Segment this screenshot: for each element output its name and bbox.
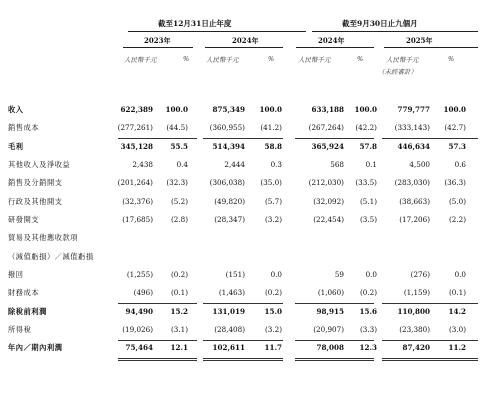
subtotal-rule — [118, 360, 197, 361]
row-label: 除稅前利潤 — [8, 306, 47, 316]
row-label: 收入 — [8, 105, 24, 114]
table-cell: (36.3) — [444, 178, 466, 188]
subtotal-rule — [118, 303, 197, 304]
table-cell: (5.2) — [170, 196, 188, 206]
table-cell: (333,143) — [394, 123, 430, 133]
table-cell: 100.0 — [165, 105, 188, 114]
subtotal-rule — [382, 303, 478, 304]
year-underline-2024b — [296, 47, 374, 48]
table-row — [0, 102, 483, 120]
table-row — [0, 157, 483, 175]
table-cell: 345,128 — [120, 141, 153, 151]
table-cell: (17,685) — [122, 215, 153, 225]
table-cell: 57.8 — [359, 141, 377, 151]
table-cell: (38,663) — [399, 196, 430, 206]
unit-rmb-1: 人民幣千元 — [124, 56, 157, 64]
table-cell: 2,444 — [224, 160, 245, 170]
table-cell: (212,030) — [308, 178, 344, 188]
table-cell: (42.2) — [355, 123, 377, 133]
table-cell: 131,019 — [212, 306, 245, 316]
table-cell: 78,008 — [316, 343, 344, 353]
unit-rmb-2: 人民幣千元 — [206, 56, 239, 64]
table-cell: 100.0 — [259, 105, 282, 114]
table-cell: (32,376) — [122, 196, 153, 206]
year-header-2025: 2025年 — [406, 36, 433, 45]
table-cell: (35.0) — [260, 178, 282, 188]
table-cell: 446,634 — [397, 141, 430, 151]
table-cell: (3.5) — [359, 215, 377, 225]
table-cell: (0.2) — [264, 288, 282, 298]
table-cell: 12.1 — [170, 343, 188, 353]
table-row — [0, 267, 483, 285]
table-cell: (28,408) — [214, 325, 245, 335]
unit-pct-3: % — [357, 55, 364, 63]
table-cell: 100.0 — [443, 105, 466, 114]
table-cell: 0.0 — [270, 270, 282, 280]
table-cell: 100.0 — [354, 105, 377, 114]
table-cell: (33.5) — [355, 178, 377, 188]
group-underline-1 — [128, 31, 306, 32]
table-cell: (2.8) — [170, 215, 188, 225]
row-label: 研發開支 — [8, 215, 40, 225]
table-row — [0, 340, 483, 358]
subtotal-rule — [295, 340, 374, 341]
table-cell: 98,915 — [316, 306, 344, 316]
table-cell: 75,464 — [125, 343, 153, 353]
table-cell: (277,261) — [117, 123, 153, 133]
table-cell: (20,907) — [313, 325, 344, 335]
table-cell: (0.1) — [448, 288, 466, 298]
table-cell: (151) — [225, 270, 245, 280]
table-cell: (3.3) — [359, 325, 377, 335]
subtotal-rule — [295, 360, 374, 361]
table-row — [0, 194, 483, 212]
table-cell: 2,438 — [132, 160, 153, 170]
subtotal-rule — [295, 303, 374, 304]
table-cell: (42.7) — [444, 123, 466, 133]
row-label: 其他收入及淨收益 — [8, 160, 71, 170]
table-cell: 0.0 — [454, 270, 466, 280]
table-cell: 87,420 — [402, 343, 430, 353]
income-statement-table — [0, 102, 483, 359]
table-cell: (5.0) — [448, 196, 466, 206]
table-cell: (306,038) — [209, 178, 245, 188]
table-cell: 14.2 — [448, 306, 466, 316]
table-cell: 57.3 — [448, 141, 466, 151]
table-cell: 0.4 — [176, 160, 188, 170]
table-cell: (2.2) — [448, 215, 466, 225]
unit-pct-4: % — [448, 55, 455, 63]
subtotal-rule — [382, 138, 478, 139]
table-cell: 568 — [330, 160, 344, 170]
row-label: 貿易及其他應收款項 — [8, 233, 79, 243]
table-cell: 58.8 — [264, 141, 282, 151]
table-cell: (5.1) — [359, 196, 377, 206]
table-cell: 0.6 — [454, 160, 466, 170]
table-cell: 11.2 — [448, 343, 466, 353]
table-cell: 633,188 — [311, 105, 344, 114]
table-cell: (44.5) — [166, 123, 188, 133]
row-label: 撥回 — [8, 270, 24, 280]
table-cell: (41.2) — [260, 123, 282, 133]
table-cell: (0.1) — [170, 288, 188, 298]
subtotal-rule — [118, 358, 197, 359]
row-label: 所得稅 — [8, 325, 32, 335]
table-cell: 15.6 — [359, 306, 377, 316]
year-underline-2025 — [384, 47, 478, 48]
table-cell: 875,349 — [212, 105, 245, 114]
year-underline-2024a — [205, 47, 283, 48]
table-cell: 12.3 — [359, 343, 377, 353]
table-row — [0, 212, 483, 230]
table-cell: (32,092) — [313, 196, 344, 206]
row-label: 年內／期內利潤 — [8, 343, 63, 353]
group-header-nine-months: 截至9月30日止九個月 — [342, 19, 418, 28]
subtotal-rule — [382, 358, 478, 359]
table-cell: (32.3) — [166, 178, 188, 188]
table-row — [0, 175, 483, 193]
subtotal-rule — [118, 138, 197, 139]
group-underline-2 — [312, 31, 478, 32]
table-row — [0, 230, 483, 248]
year-header-2024a: 2024年 — [232, 36, 259, 45]
table-cell: (1,159) — [403, 288, 430, 298]
subtotal-rule — [203, 358, 283, 359]
table-cell: (3.2) — [264, 325, 282, 335]
table-cell: 622,389 — [120, 105, 153, 114]
table-cell: 11.7 — [264, 343, 282, 353]
table-cell: 59 — [334, 270, 344, 280]
table-cell: (3.0) — [448, 325, 466, 335]
table-cell: (23,380) — [399, 325, 430, 335]
table-row — [0, 139, 483, 157]
table-cell: (0.2) — [170, 270, 188, 280]
table-cell: (3.2) — [264, 215, 282, 225]
table-cell: (28,347) — [214, 215, 245, 225]
table-cell: (1,060) — [317, 288, 344, 298]
unit-rmb-4: 人民幣千元 — [386, 56, 419, 64]
table-cell: 55.5 — [170, 141, 188, 151]
table-cell: 94,490 — [125, 306, 153, 316]
table-cell: 15.0 — [264, 306, 282, 316]
table-cell: (496) — [133, 288, 153, 298]
subtotal-rule — [203, 138, 283, 139]
table-cell: (22,454) — [313, 215, 344, 225]
table-cell: 779,777 — [397, 105, 430, 114]
table-cell: 0.1 — [365, 160, 377, 170]
table-cell: 102,611 — [212, 343, 245, 353]
group-header-year-ended: 截至12月31日止年度 — [158, 19, 232, 28]
unit-rmb-3: 人民幣千元 — [298, 56, 331, 64]
table-cell: (0.2) — [359, 288, 377, 298]
table-cell: 4,500 — [409, 160, 430, 170]
unaudited-note: （未經審計） — [378, 68, 417, 76]
subtotal-rule — [382, 360, 478, 361]
subtotal-rule — [382, 340, 478, 341]
table-cell: (276) — [410, 270, 430, 280]
table-cell: 0.0 — [365, 270, 377, 280]
table-row — [0, 285, 483, 303]
table-cell: (17,206) — [399, 215, 430, 225]
row-label: 毛利 — [8, 141, 24, 151]
table-cell: (19,026) — [122, 325, 153, 335]
row-label: 銷售及分銷開支 — [8, 178, 63, 188]
table-cell: (1,255) — [126, 270, 153, 280]
table-row — [0, 249, 483, 267]
unit-pct-1: % — [183, 55, 190, 63]
subtotal-rule — [203, 340, 283, 341]
table-row — [0, 120, 483, 138]
row-label: （減值虧損）／減值虧損 — [8, 251, 94, 261]
table-cell: (267,264) — [308, 123, 344, 133]
table-cell: (49,820) — [214, 196, 245, 206]
row-label: 財務成本 — [8, 288, 40, 298]
table-cell: (360,955) — [209, 123, 245, 133]
subtotal-rule — [203, 360, 283, 361]
unit-pct-2: % — [268, 55, 275, 63]
table-cell: 365,924 — [311, 141, 344, 151]
year-header-2024b: 2024年 — [318, 36, 345, 45]
row-label: 行政及其他開支 — [8, 196, 63, 206]
row-label: 銷售成本 — [8, 123, 40, 133]
subtotal-rule — [118, 340, 197, 341]
subtotal-rule — [203, 303, 283, 304]
subtotal-rule — [295, 138, 374, 139]
table-cell: (1,463) — [218, 288, 245, 298]
table-cell: 0.3 — [270, 160, 282, 170]
table-cell: 15.2 — [170, 306, 188, 316]
table-cell: (5.7) — [264, 196, 282, 206]
table-cell: 514,394 — [212, 141, 245, 151]
subtotal-rule — [295, 358, 374, 359]
table-cell: (283,030) — [394, 178, 430, 188]
table-cell: 110,800 — [397, 306, 430, 316]
table-row — [0, 322, 483, 340]
year-underline-2023 — [123, 47, 193, 48]
table-cell: (3.1) — [170, 325, 188, 335]
table-cell: (201,264) — [117, 178, 153, 188]
table-row — [0, 304, 483, 322]
year-header-2023: 2023年 — [144, 36, 171, 45]
